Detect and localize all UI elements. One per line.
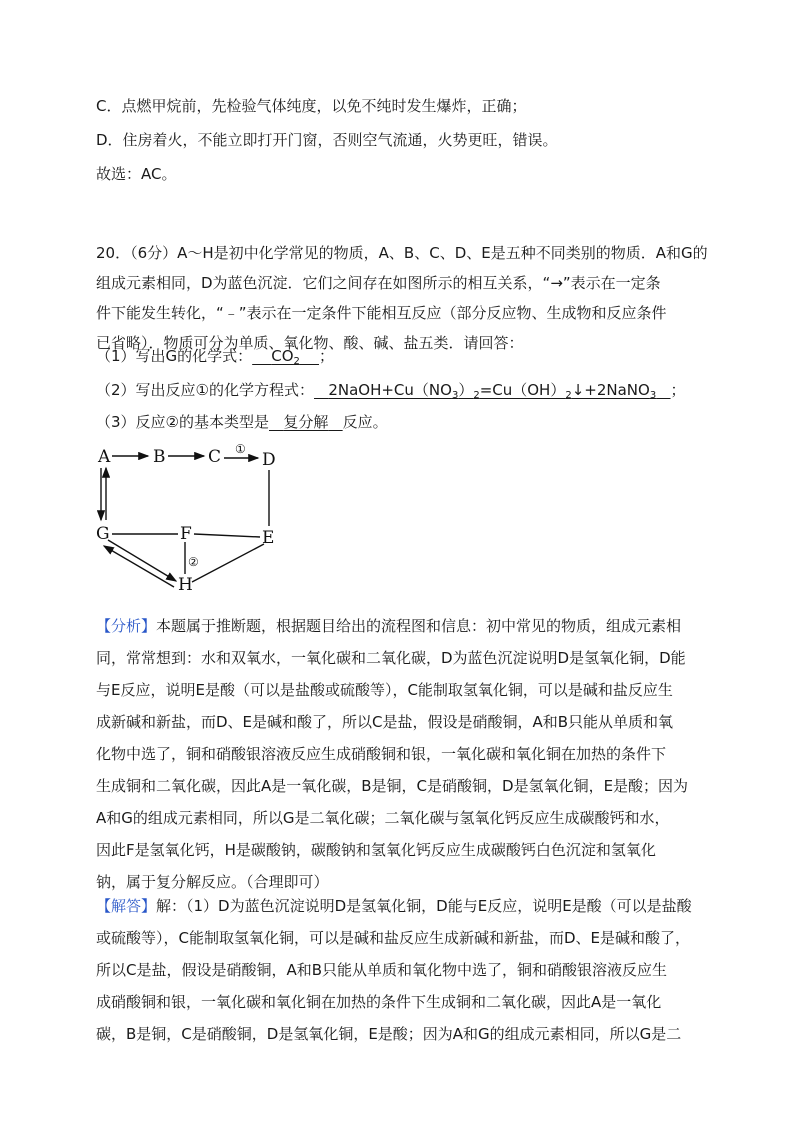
stem-line: 20．（6分）A～H是初中化学常见的物质，A、B、C、D、E是五种不同类别的物质．A和G的 bbox=[96, 244, 708, 262]
line-f-e bbox=[194, 534, 260, 537]
analysis-line: 化物中选了，铜和硝酸银溶液反应生成硝酸铜和银，一氧化碳和氧化铜在加热的条件下 bbox=[96, 745, 667, 763]
solution-line: 碳，B是铜，C是硝酸铜，D是氢氧化铜，E是酸；因为A和G的组成元素相同，所以G是二 bbox=[96, 1025, 682, 1043]
analysis-line: 钠，属于复分解反应。（合理即可） bbox=[96, 873, 329, 891]
stem-line: 组成元素相同，D为蓝色沉淀．它们之间存在如图所示的相互关系，“→”表示在一定条 bbox=[96, 274, 661, 292]
solution-line: 或硫酸等），C能制取氢氧化铜，可以是碱和盐反应生成新碱和新盐，而D、E是碱和酸了， bbox=[96, 929, 691, 947]
analysis-section bbox=[96, 610, 716, 898]
analysis-line: 因此F是氢氧化钙，H是碳酸钠，碳酸钠和氢氧化钙反应生成碳酸钙白色沉淀和氢氧化 bbox=[96, 841, 656, 859]
solution-line: 所以C是盐，假设是硝酸铜，A和B只能从单质和氧化物中选了，铜和硝酸银溶液反应生 bbox=[96, 961, 668, 979]
solution-line: 解：（1）D为蓝色沉淀说明D是氢氧化铜，D能与E反应，说明E是酸（可以是盐酸 bbox=[156, 897, 692, 915]
reaction-diagram bbox=[92, 440, 292, 600]
sub-question-1 bbox=[96, 346, 334, 366]
sub-question-2 bbox=[96, 380, 686, 400]
sub-question-3 bbox=[96, 412, 388, 432]
q3-answer: 复分解 bbox=[283, 413, 329, 431]
solution-tag: 【解答】 bbox=[96, 897, 157, 915]
node-e: E bbox=[262, 528, 275, 548]
analysis-line: 同，常常想到：水和双氧水，一氧化碳和二氧化碳，D为蓝色沉淀说明D是氢氧化铜，D能 bbox=[96, 649, 686, 667]
q1-prefix: （1）写出G的化学式： bbox=[96, 347, 253, 365]
reaction-2-label: ② bbox=[188, 555, 199, 569]
analysis-line: 与E反应，说明E是酸（可以是盐酸或硫酸等），C能制取氢氧化铜，可以是碱和盐反应生 bbox=[96, 681, 673, 699]
node-b: B bbox=[153, 447, 166, 467]
analysis-line: 本题属于推断题，根据题目给出的流程图和信息：初中常见的物质，组成元素相 bbox=[156, 617, 682, 635]
solution-section bbox=[96, 890, 716, 1050]
line-h-e bbox=[192, 544, 264, 582]
analysis-line: A和G的组成元素相同，所以G是二氧化碳；二氧化碳与氢氧化钙反应生成碳酸钙和水， bbox=[96, 809, 670, 827]
q2-equation: $2NaOH+Cu(NO_3)_2=Cu(OH)_2↓+2NaNO_3$ bbox=[328, 381, 657, 401]
arrow-h-g bbox=[104, 546, 174, 587]
node-a: A bbox=[98, 447, 111, 467]
q1-suffix: ； bbox=[318, 347, 334, 365]
stem-line: 已省略）．物质可分为单质、氧化物、酸、碱、盐五类．请回答： bbox=[96, 334, 524, 352]
analysis-tag: 【分析】 bbox=[96, 617, 157, 635]
answer-choice-text: 故选：AC。 bbox=[96, 165, 177, 183]
solution-line: 成硝酸铜和银，一氧化碳和氧化铜在加热的条件下生成铜和二氧化碳，因此A是一氧化 bbox=[96, 993, 662, 1011]
arrow-g-h bbox=[108, 540, 176, 581]
reaction-1-label: ① bbox=[235, 442, 246, 456]
q3-prefix: （3）反应②的基本类型是 bbox=[96, 413, 269, 431]
question-stem bbox=[96, 238, 716, 358]
q2-suffix: ； bbox=[670, 381, 686, 399]
stem-line: 件下能发生转化，“﹣”表示在一定条件下能相互反应（部分反应物、生成物和反应条件 bbox=[96, 304, 667, 322]
analysis-line: 生成铜和二氧化碳，因此A是一氧化碳，B是铜，C是硝酸铜，D是氢氧化铜，E是酸；因为 bbox=[96, 777, 689, 795]
node-d: D bbox=[262, 450, 276, 470]
node-h: H bbox=[178, 575, 193, 595]
option-d-text: D．住房着火，不能立即打开门窗，否则空气流通，火势更旺，错误。 bbox=[96, 131, 558, 149]
q3-suffix: 反应。 bbox=[342, 413, 388, 431]
node-f: F bbox=[180, 524, 192, 544]
option-c-text: C．点燃甲烷前，先检验气体纯度，以免不纯时发生爆炸，正确； bbox=[96, 97, 527, 115]
q2-prefix: （2）写出反应①的化学方程式： bbox=[96, 381, 314, 399]
node-g: G bbox=[96, 524, 110, 544]
node-c: C bbox=[208, 447, 222, 467]
q1-answer: $CO_2$ bbox=[271, 347, 300, 367]
analysis-line: 成新碱和新盐，而D、E是碱和酸了，所以C是盐，假设是硝酸铜，A和B只能从单质和氧 bbox=[96, 713, 674, 731]
